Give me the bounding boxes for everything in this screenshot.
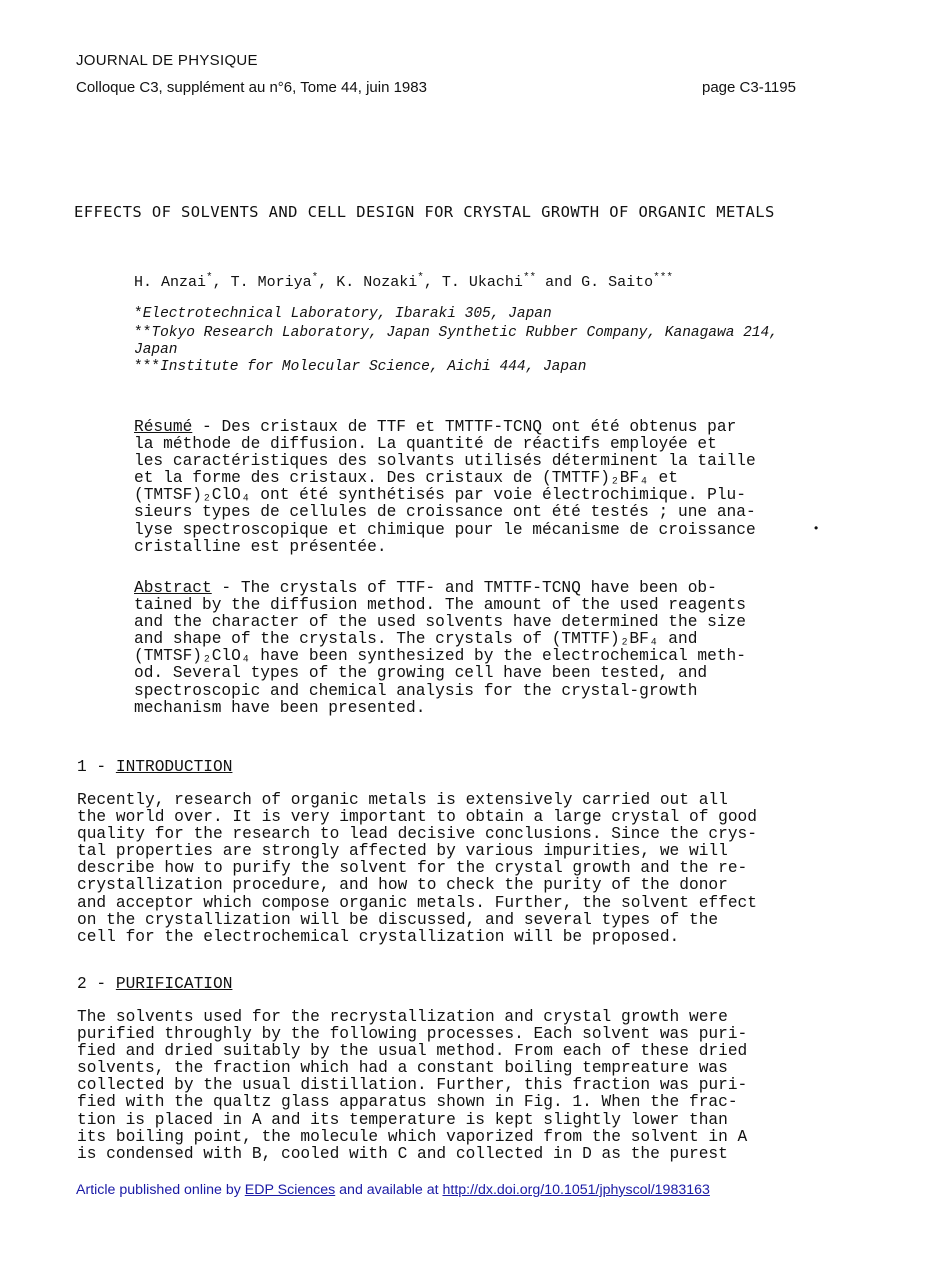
text-line — [134, 436, 756, 453]
line-text: sieurs types de cellules de croissance ont été testés ; une ana- — [134, 503, 756, 522]
line-text: (TMTSF)₂ClO₄ have been synthesized by the electrochemical meth- — [134, 647, 746, 666]
text-line — [134, 522, 756, 539]
text-line — [77, 860, 757, 877]
section-heading-introduction — [77, 758, 232, 776]
section-number: 1 - — [77, 758, 116, 776]
text-line — [77, 843, 757, 860]
text-line — [77, 1043, 747, 1060]
affiliation-mark: *** — [134, 359, 161, 375]
section-heading-purification — [77, 975, 232, 993]
line-text: collected by the usual distillation. Further, this fraction was puri- — [77, 1076, 748, 1095]
author-name: H. Anzai — [134, 274, 207, 291]
line-text: - The crystals of TTF- and TMTTF-TCNQ have been ob- — [211, 579, 717, 597]
line-text: and shape of the crystals. The crystals of (TMTTF)₂BF₄ and — [134, 630, 698, 649]
line-text: (TMTSF)₂ClO₄ ont été synthétisés par voie électrochimique. Plu- — [134, 486, 746, 505]
text-line — [77, 792, 757, 809]
affiliation-text: Tokyo Research Laboratory, Japan Synthetic Rubber Company, Kanagawa 214, Japan — [134, 325, 778, 358]
text-line — [134, 539, 756, 556]
section-title: INTRODUCTION — [115, 758, 233, 776]
line-text: - Des cristaux de TTF et TMTTF-TCNQ ont été obtenus par — [192, 418, 737, 436]
text-line — [77, 1094, 747, 1111]
line-text: crystallization procedure, and how to check the purity of the donor — [77, 876, 728, 895]
block-label: Résumé — [134, 418, 193, 436]
text-line — [134, 614, 746, 631]
line-text: les caractéristiques des solvants utilisés déterminent la taille — [134, 452, 756, 471]
stray-mark: • — [814, 521, 819, 535]
author-affiliation-mark: * — [417, 272, 424, 284]
text-line — [77, 826, 757, 843]
abstract-block — [134, 580, 746, 717]
text-line — [134, 597, 746, 614]
text-line — [134, 419, 756, 436]
text-line — [77, 895, 757, 912]
text-line — [134, 648, 746, 665]
author-separator: , — [212, 274, 231, 291]
affiliation-text: Electrotechnical Laboratory, Ibaraki 305, Japan — [142, 306, 552, 322]
issue-info: Colloque C3, supplément au n°6, Tome 44, juin 1983 — [76, 79, 427, 96]
paper-title: EFFECTS OF SOLVENTS AND CELL DESIGN FOR CRYSTAL GROWTH OF ORGANIC METALS — [74, 203, 775, 221]
line-text: The solvents used for the recrystallization and crystal growth were — [77, 1008, 728, 1026]
affiliation-2 — [134, 325, 814, 359]
section-title: PURIFICATION — [115, 975, 233, 993]
introduction-text — [77, 792, 757, 946]
text-line — [77, 929, 757, 946]
line-text: purified throughly by the following processes. Each solvent was puri- — [77, 1025, 748, 1044]
line-text: is condensed with B, cooled with C and collected in D as the purest — [77, 1144, 728, 1163]
author-affiliation-mark: *** — [653, 272, 673, 284]
line-text: fied with the qualtz glass apparatus shown in Fig. 1. When the frac- — [77, 1093, 738, 1112]
line-text: cell for the electrochemical crystallization will be proposed. — [77, 927, 680, 946]
text-line — [77, 912, 757, 929]
text-line — [134, 504, 756, 521]
text-line — [77, 1060, 747, 1077]
author-name: T. Ukachi — [441, 274, 523, 291]
line-text: fied and dried suitably by the usual method. From each of these dried — [77, 1042, 748, 1061]
affiliation-1 — [134, 306, 814, 323]
author-affiliation-mark: * — [311, 272, 319, 284]
doi-link[interactable]: http://dx.doi.org/10.1051/jphyscol/1983163 — [442, 1182, 710, 1198]
line-text: et la forme des cristaux. Des cristaux de (TMTTF)₂BF₄ et — [134, 469, 678, 488]
text-line — [134, 683, 746, 700]
affiliation-text: Institute for Molecular Science, Aichi 444, Japan — [160, 359, 587, 375]
line-text: its boiling point, the molecule which vaporized from the solvent in A — [77, 1127, 748, 1146]
affiliation-mark: * — [134, 306, 143, 322]
author-affiliation-mark: ** — [522, 272, 537, 284]
line-text: quality for the research to lead decisive conclusions. Since the crys- — [77, 825, 757, 844]
text-line — [134, 453, 756, 470]
line-text: the world over. It is very important to obtain a large crystal of good — [77, 808, 757, 827]
text-line — [134, 631, 746, 648]
affiliation-mark: ** — [134, 325, 152, 341]
block-label: Abstract — [134, 579, 212, 597]
footer-prefix: Article published online by — [76, 1182, 245, 1198]
text-line — [134, 487, 756, 504]
edp-sciences-link[interactable]: EDP Sciences — [244, 1182, 336, 1198]
author-separator: , — [318, 274, 337, 291]
resume-block — [134, 419, 756, 556]
text-line — [134, 665, 746, 682]
journal-name: JOURNAL DE PHYSIQUE — [76, 52, 258, 69]
author-separator: , — [423, 274, 442, 291]
text-line — [77, 877, 757, 894]
affiliation-3 — [134, 359, 814, 376]
line-text: spectroscopic and chemical analysis for the crystal-growth — [134, 681, 698, 700]
text-line — [77, 809, 757, 826]
line-text: tained by the diffusion method. The amount of the used reagents — [134, 596, 746, 615]
line-text: lyse spectroscopique et chimique pour le mécanisme de croissance — [134, 520, 756, 539]
author-name: T. Moriya — [230, 274, 312, 291]
line-text: solvents, the fraction which had a constant boiling tempreature was — [77, 1059, 728, 1078]
author-name: G. Saito — [581, 274, 654, 291]
section-number: 2 - — [77, 975, 116, 993]
line-text: la méthode de diffusion. La quantité de réactifs employée et — [134, 435, 717, 454]
author-name: K. Nozaki — [336, 274, 418, 291]
text-line — [134, 470, 756, 487]
line-text: cristalline est présentée. — [134, 537, 387, 556]
line-text: od. Several types of the growing cell have been tested, and — [134, 664, 708, 683]
line-text: mechanism have been presented. — [134, 698, 426, 717]
text-line — [77, 1009, 747, 1026]
line-text: tion is placed in A and its temperature is kept slightly lower than — [77, 1110, 728, 1129]
line-text: Recently, research of organic metals is extensively carried out all — [77, 791, 728, 809]
line-text: and acceptor which compose organic metals. Further, the solvent effect — [77, 893, 757, 912]
text-line — [134, 580, 746, 597]
text-line — [134, 700, 746, 717]
footer-middle: and available at — [335, 1182, 443, 1198]
author-list — [134, 272, 673, 291]
line-text: on the crystallization will be discussed, and several types of the — [77, 910, 719, 929]
line-text: and the character of the used solvents have determined the size — [134, 613, 746, 632]
author-affiliation-mark: * — [206, 272, 213, 284]
text-line — [77, 1112, 747, 1129]
text-line — [77, 1026, 747, 1043]
publisher-footer — [76, 1182, 710, 1198]
author-separator: and — [536, 274, 582, 291]
line-text: tal properties are strongly affected by various impurities, we will — [77, 842, 728, 861]
text-line — [77, 1146, 747, 1163]
line-text: describe how to purify the solvent for the crystal growth and the re- — [77, 859, 748, 878]
page-number: page C3-1195 — [702, 79, 796, 96]
text-line — [77, 1129, 747, 1146]
purification-text — [77, 1009, 747, 1163]
text-line — [77, 1077, 747, 1094]
